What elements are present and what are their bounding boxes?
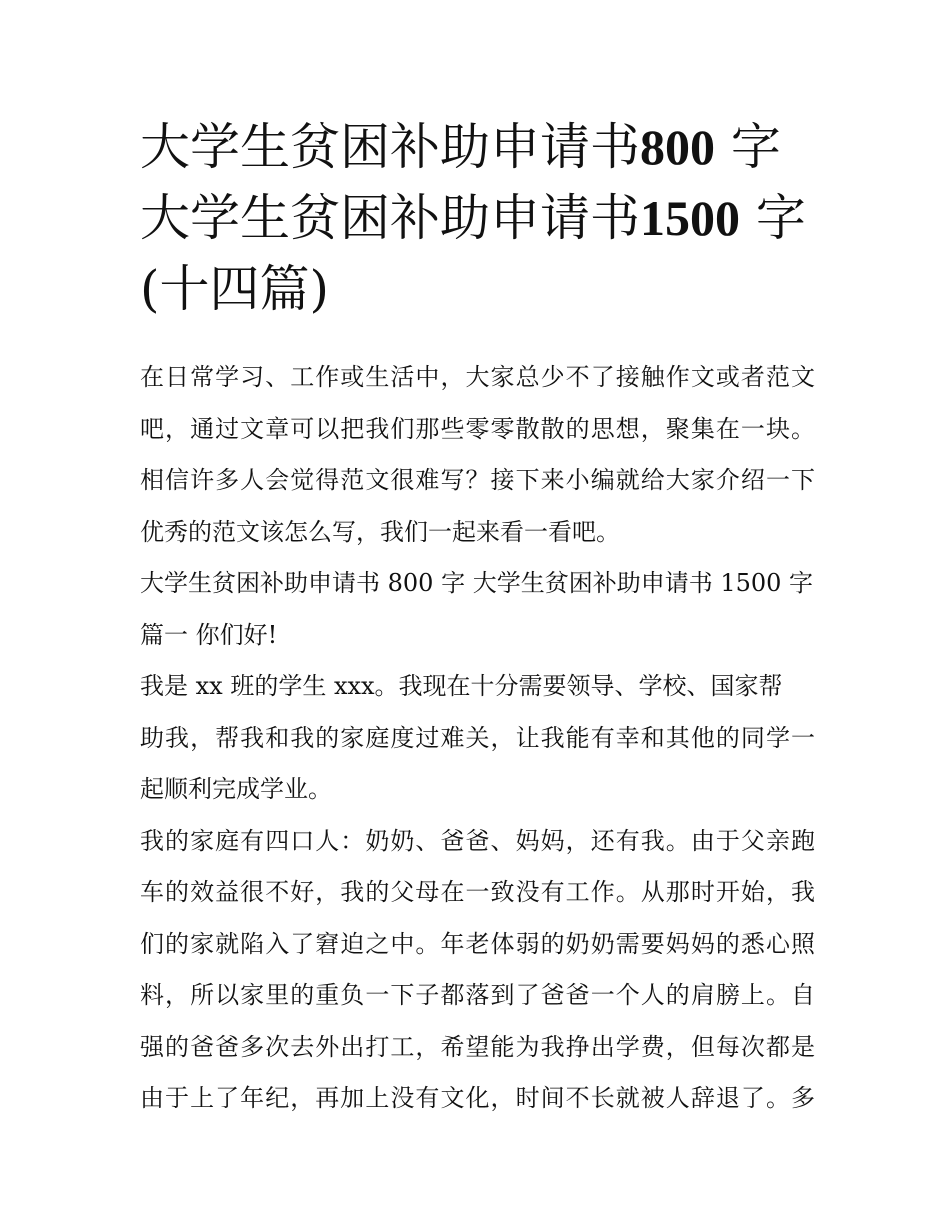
body-line: 助我，帮我和我的家庭度过难关，让我能有幸和其他的同学一 bbox=[140, 723, 815, 752]
body-line: 起顺利完成学业。 bbox=[140, 775, 332, 803]
body-line: 优秀的范文该怎么写，我们一起来看一看吧。 bbox=[140, 517, 620, 546]
title-line-1-number: 800 bbox=[640, 119, 715, 175]
body-line: 我是 xx 班的学生 xxx。我现在十分需要领导、学校、国家帮 bbox=[140, 672, 783, 700]
title-line-1-text: 大学生贫困补助申请书 bbox=[140, 118, 640, 176]
body-line: 料，所以家里的重负一下子都落到了爸爸一个人的肩膀上。自 bbox=[140, 981, 815, 1009]
title-line-2-text: 大学生贫困补助申请书 bbox=[140, 189, 640, 247]
body-line: 由于上了年纪，再加上没有文化，时间不长就被人辞退了。多 bbox=[140, 1084, 815, 1112]
body-line: 我的家庭有四口人：奶奶、爸爸、妈妈，还有我。由于父亲跑 bbox=[140, 826, 815, 855]
title-line-3: (十四篇) bbox=[140, 260, 330, 318]
body-line: 强的爸爸多次去外出打工，希望能为我挣出学费，但每次都是 bbox=[140, 1032, 815, 1061]
title-line-2-unit: 字 bbox=[740, 189, 806, 247]
body-line: 大学生贫困补助申请书 800 字 大学生贫困补助申请书 1500 字 bbox=[140, 569, 814, 597]
body-line: 车的效益很不好，我的父母在一致没有工作。从那时开始，我 bbox=[140, 878, 815, 906]
title-line-1 bbox=[140, 112, 830, 183]
document-body bbox=[140, 352, 815, 1125]
body-line: 们的家就陷入了窘迫之中。年老体弱的奶奶需要妈妈的悉心照 bbox=[140, 929, 815, 958]
title-line-2-number: 1500 bbox=[640, 190, 740, 246]
body-line: 相信许多人会觉得范文很难写？接下来小编就给大家介绍一下 bbox=[140, 466, 815, 494]
body-line: 吧，通过文章可以把我们那些零零散散的思想，聚集在一块。 bbox=[140, 414, 815, 443]
body-line: 在日常学习、工作或生活中，大家总少不了接触作文或者范文 bbox=[140, 363, 815, 391]
title-line-2 bbox=[140, 183, 830, 254]
body-line: 篇一 你们好! bbox=[140, 620, 278, 649]
title-line-1-unit: 字 bbox=[715, 118, 781, 176]
document-title bbox=[140, 112, 830, 325]
